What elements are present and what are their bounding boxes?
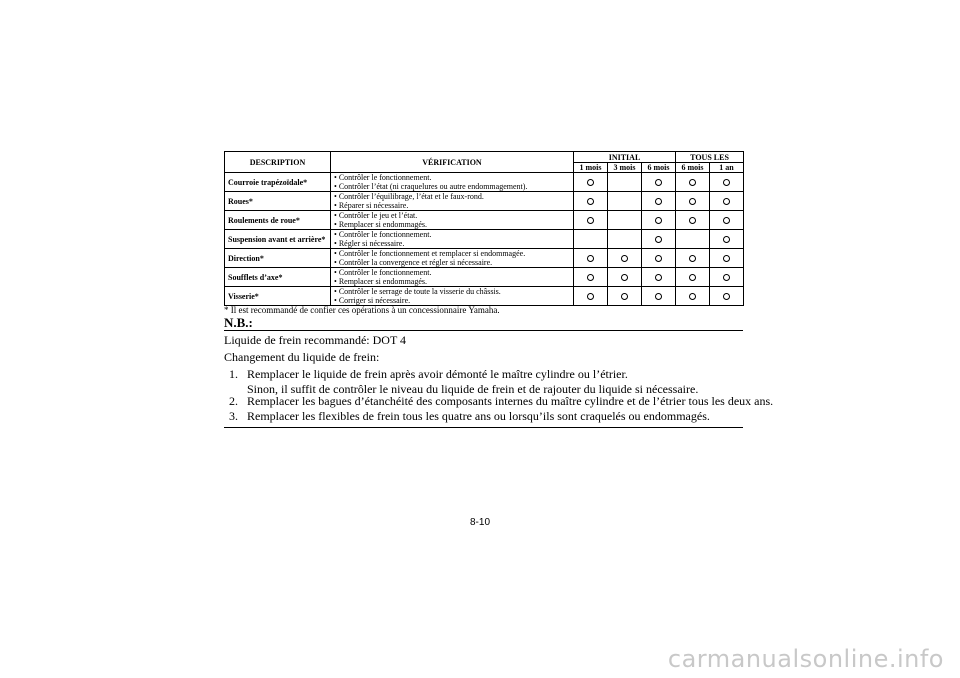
list-text: Remplacer le liquide de frein après avoir démonté le maître cylindre ou l’étrier. <box>247 367 628 381</box>
verification-item: • Contrôler le fonctionnement et remplacer si endommagée. <box>334 249 571 258</box>
circle-mark-icon <box>689 217 696 224</box>
nb-heading: N.B.: <box>224 316 743 331</box>
header-period: 6 mois <box>676 163 710 173</box>
circle-mark-icon <box>689 293 696 300</box>
list-item <box>229 409 710 424</box>
interval-cell <box>676 173 710 192</box>
circle-mark-icon <box>723 236 730 243</box>
watermark: carmanualsonline.info <box>667 645 944 673</box>
interval-cell <box>642 249 676 268</box>
circle-mark-icon <box>655 198 662 205</box>
circle-mark-icon <box>587 255 594 262</box>
row-verification <box>331 211 574 230</box>
circle-mark-icon <box>587 198 594 205</box>
circle-mark-icon <box>621 255 628 262</box>
interval-cell <box>574 230 608 249</box>
interval-cell <box>574 287 608 306</box>
circle-mark-icon <box>621 293 628 300</box>
header-tous-les: TOUS LES <box>676 152 744 163</box>
list-continuation: Sinon, il suffit de contrôler le niveau du liquide de frein et de rajouter du liquide si nécessaire. <box>247 382 699 396</box>
interval-cell <box>608 230 642 249</box>
interval-cell <box>710 249 744 268</box>
interval-cell <box>642 287 676 306</box>
row-description: Roues* <box>225 192 331 211</box>
table-row <box>225 173 744 192</box>
table-row <box>225 268 744 287</box>
interval-cell <box>608 192 642 211</box>
circle-mark-icon <box>655 293 662 300</box>
list-item <box>229 394 773 409</box>
table-row <box>225 211 744 230</box>
interval-cell <box>574 249 608 268</box>
interval-cell <box>642 192 676 211</box>
verification-item: • Remplacer si endommagés. <box>334 277 571 286</box>
verification-item: • Contrôler le fonctionnement. <box>334 268 571 277</box>
interval-cell <box>574 268 608 287</box>
brake-fluid-note: Liquide de frein recommandé: DOT 4 <box>224 333 407 347</box>
interval-cell <box>710 211 744 230</box>
row-verification <box>331 230 574 249</box>
interval-cell <box>608 173 642 192</box>
table-row <box>225 249 744 268</box>
list-number: 1. <box>229 367 238 381</box>
interval-cell <box>574 173 608 192</box>
circle-mark-icon <box>655 179 662 186</box>
verification-item: • Contrôler l’équilibrage, l’état et le faux-rond. <box>334 192 571 201</box>
interval-cell <box>710 268 744 287</box>
list-item <box>229 367 699 396</box>
circle-mark-icon <box>723 255 730 262</box>
interval-cell <box>574 192 608 211</box>
interval-cell <box>676 268 710 287</box>
header-period: 6 mois <box>642 163 676 173</box>
header-verification: VÉRIFICATION <box>331 152 574 173</box>
circle-mark-icon <box>723 179 730 186</box>
change-title: Changement du liquide de frein: <box>224 350 380 364</box>
interval-cell <box>676 211 710 230</box>
row-description: Suspension avant et arrière* <box>225 230 331 249</box>
verification-item: • Contrôler l’état (ni craquelures ou autre endommagement). <box>334 182 571 191</box>
circle-mark-icon <box>587 274 594 281</box>
verification-item: • Régler si nécessaire. <box>334 239 571 248</box>
interval-cell <box>642 230 676 249</box>
table-row <box>225 192 744 211</box>
circle-mark-icon <box>723 217 730 224</box>
row-verification <box>331 268 574 287</box>
section-end-rule <box>224 427 743 428</box>
verification-item: • Remplacer si endommagés. <box>334 220 571 229</box>
interval-cell <box>676 249 710 268</box>
circle-mark-icon <box>587 179 594 186</box>
interval-cell <box>710 173 744 192</box>
row-description: Direction* <box>225 249 331 268</box>
row-description: Courroie trapézoïdale* <box>225 173 331 192</box>
interval-cell <box>676 230 710 249</box>
verification-item: • Contrôler le serrage de toute la visserie du châssis. <box>334 287 571 296</box>
row-verification <box>331 249 574 268</box>
header-period: 1 an <box>710 163 744 173</box>
circle-mark-icon <box>621 274 628 281</box>
circle-mark-icon <box>689 179 696 186</box>
interval-cell <box>642 211 676 230</box>
verification-item: • Contrôler la convergence et régler si nécessaire. <box>334 258 571 267</box>
table-row <box>225 230 744 249</box>
interval-cell <box>676 287 710 306</box>
circle-mark-icon <box>689 255 696 262</box>
row-description: Visserie* <box>225 287 331 306</box>
interval-cell <box>642 268 676 287</box>
interval-cell <box>608 287 642 306</box>
verification-item: • Contrôler le fonctionnement. <box>334 230 571 239</box>
circle-mark-icon <box>655 255 662 262</box>
interval-cell <box>608 249 642 268</box>
circle-mark-icon <box>723 198 730 205</box>
header-period: 1 mois <box>574 163 608 173</box>
interval-cell <box>710 230 744 249</box>
header-period: 3 mois <box>608 163 642 173</box>
maintenance-table <box>224 151 744 306</box>
list-text: Remplacer les bagues d’étanchéité des composants internes du maître cylindre et de l’étrier tous les deux ans. <box>247 394 774 408</box>
circle-mark-icon <box>655 236 662 243</box>
row-verification <box>331 173 574 192</box>
row-description: Soufflets d’axe* <box>225 268 331 287</box>
circle-mark-icon <box>587 217 594 224</box>
verification-item: • Contrôler le jeu et l’état. <box>334 211 571 220</box>
circle-mark-icon <box>689 198 696 205</box>
list-text: Remplacer les flexibles de frein tous les quatre ans ou lorsqu’ils sont craquelés ou endommagés. <box>247 409 710 423</box>
footnote: * Il est recommandé de confier ces opérations à un concessionnaire Yamaha. <box>224 305 500 315</box>
header-description: DESCRIPTION <box>225 152 331 173</box>
interval-cell <box>574 211 608 230</box>
interval-cell <box>710 192 744 211</box>
row-verification <box>331 287 574 306</box>
header-initial: INITIAL <box>574 152 676 163</box>
list-number: 3. <box>229 409 238 423</box>
interval-cell <box>642 173 676 192</box>
circle-mark-icon <box>655 217 662 224</box>
table-row <box>225 287 744 306</box>
list-number: 2. <box>229 394 238 408</box>
interval-cell <box>608 268 642 287</box>
interval-cell <box>608 211 642 230</box>
row-description: Roulements de roue* <box>225 211 331 230</box>
circle-mark-icon <box>655 274 662 281</box>
verification-item: • Contrôler le fonctionnement. <box>334 173 571 182</box>
page-number: 8-10 <box>469 517 490 528</box>
circle-mark-icon <box>723 274 730 281</box>
circle-mark-icon <box>587 293 594 300</box>
verification-item: • Corriger si nécessaire. <box>334 296 571 305</box>
table-body <box>225 173 744 306</box>
interval-cell <box>676 192 710 211</box>
circle-mark-icon <box>723 293 730 300</box>
interval-cell <box>710 287 744 306</box>
row-verification <box>331 192 574 211</box>
circle-mark-icon <box>689 274 696 281</box>
verification-item: • Réparer si nécessaire. <box>334 201 571 210</box>
